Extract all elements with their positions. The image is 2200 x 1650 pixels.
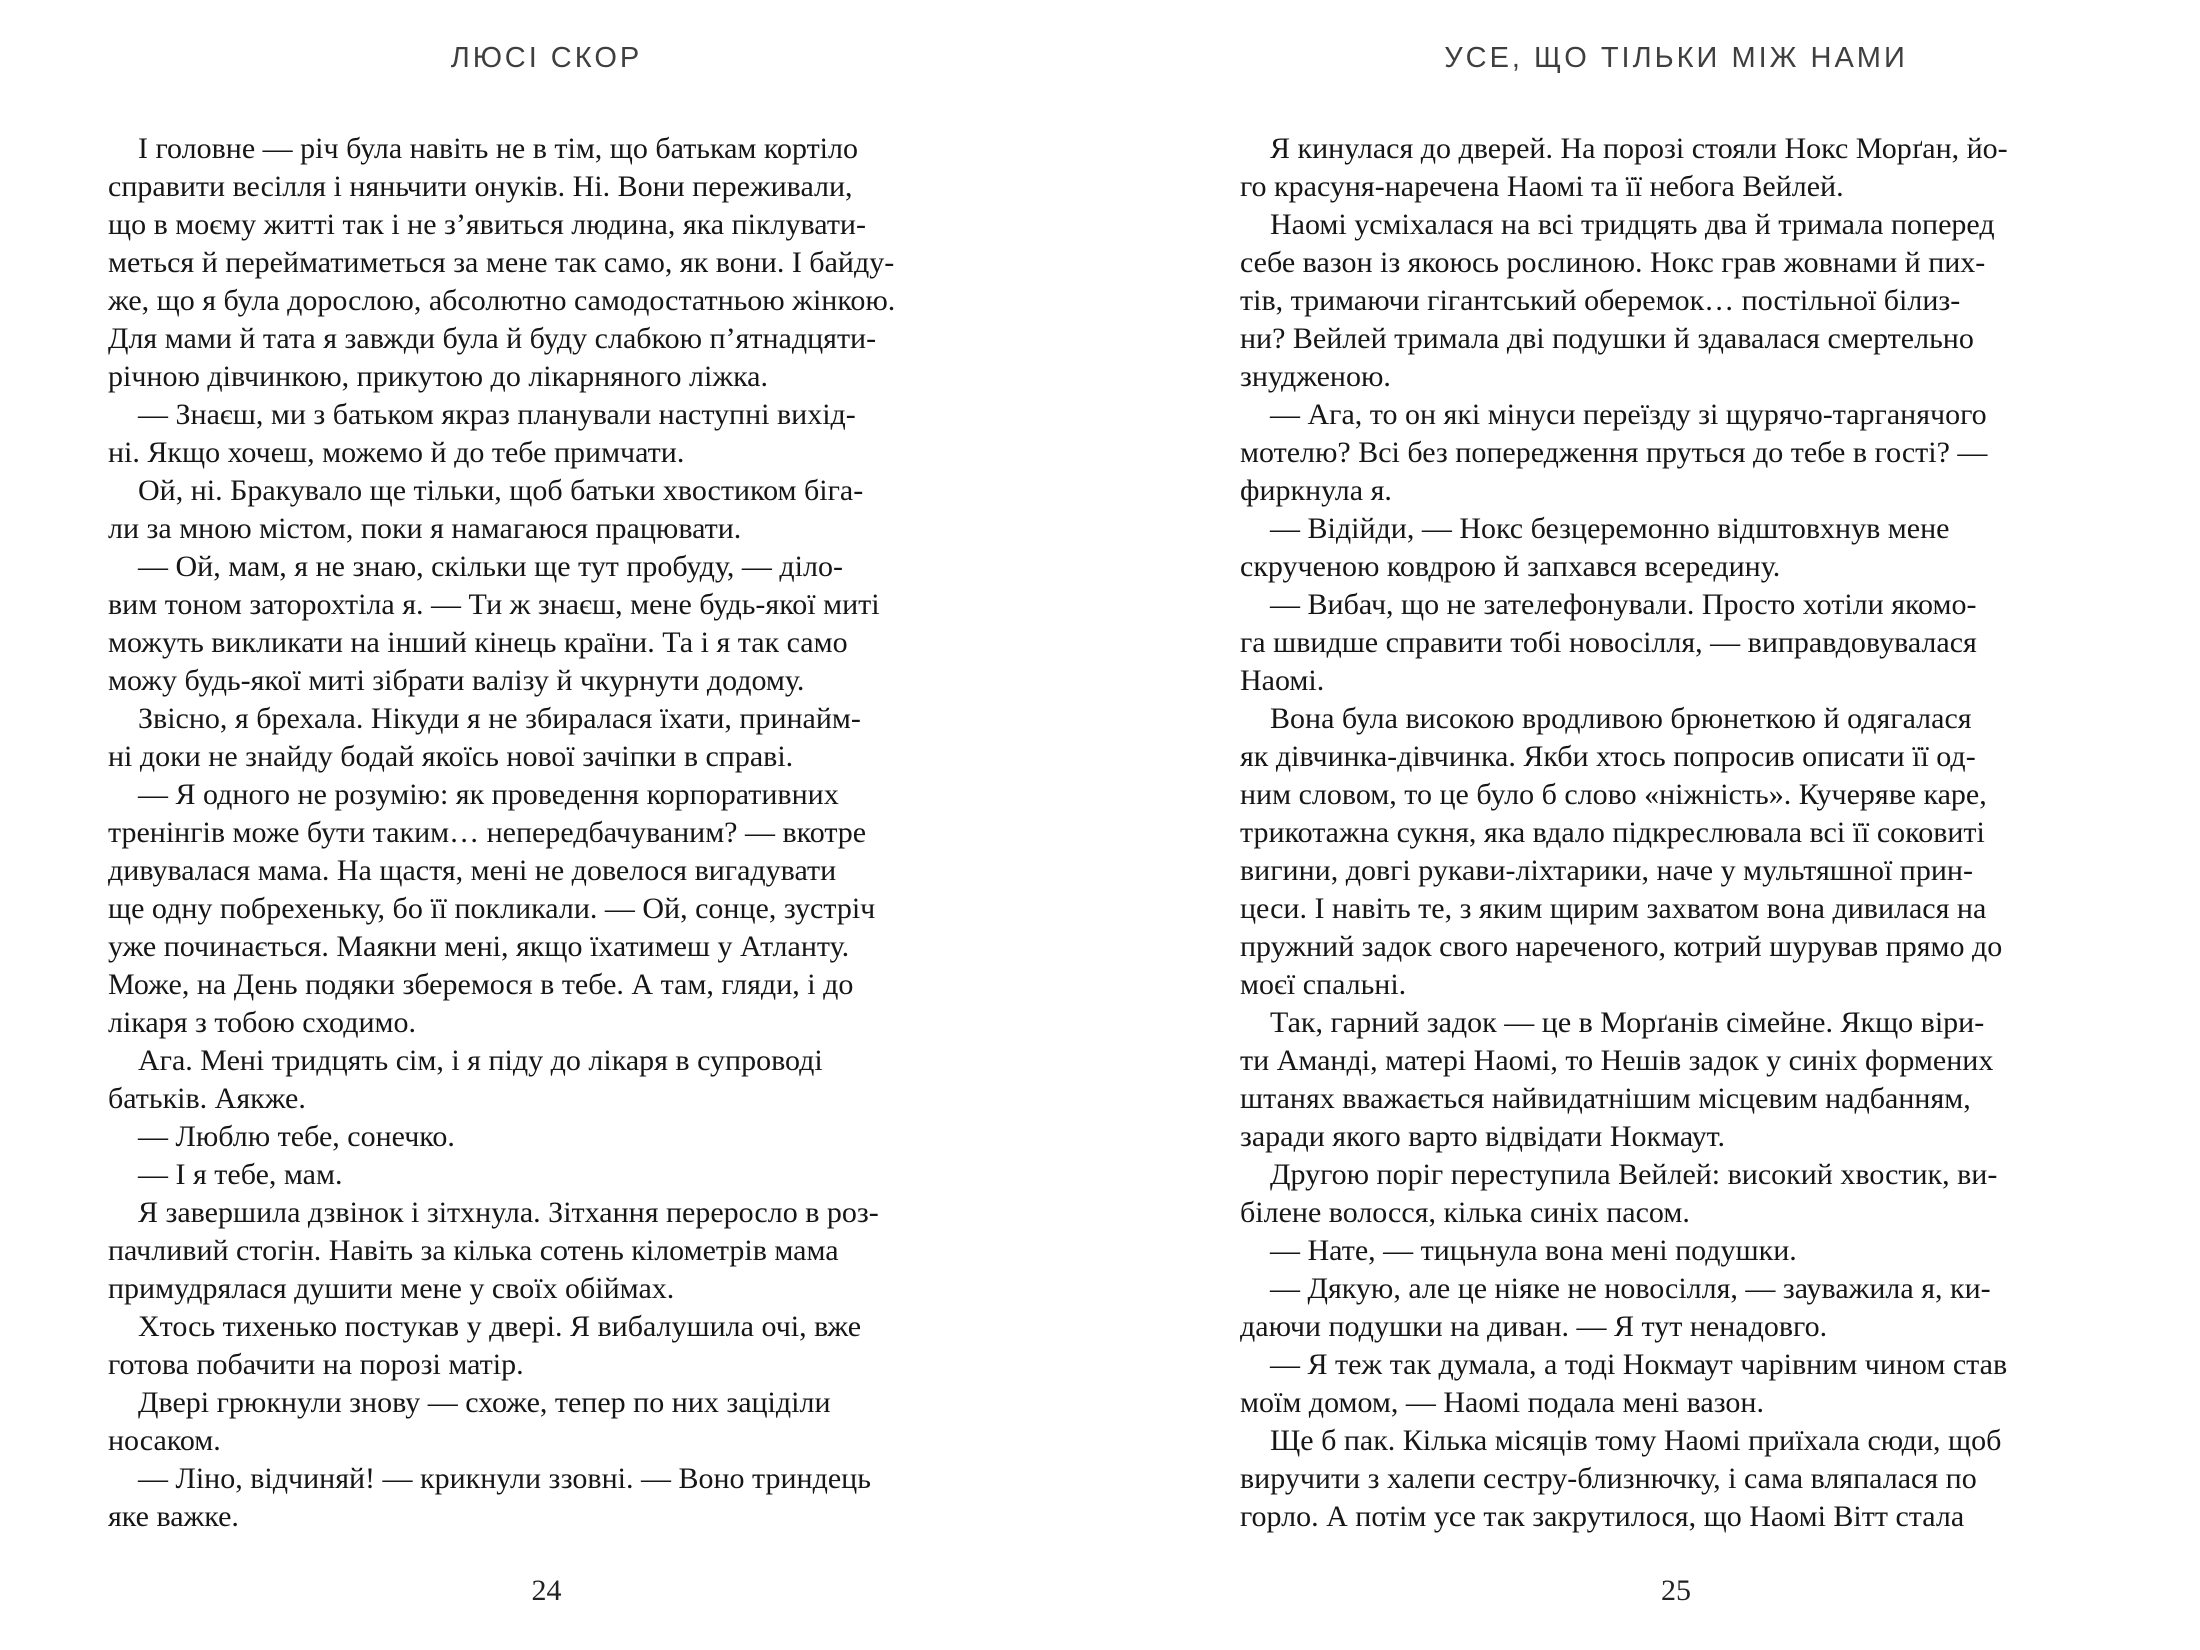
running-header-title: УСЕ, ЩО ТІЛЬКИ МІЖ НАМИ bbox=[1444, 42, 1908, 74]
text-line: тів, тримаючи гігантський оберемок… постільної білиз- bbox=[1240, 284, 1961, 317]
text-line: річною дівчинкою, прикутою до лікарняного ліжка. bbox=[108, 360, 768, 393]
paragraph bbox=[108, 1118, 985, 1156]
paragraph bbox=[108, 1194, 985, 1308]
text-line: Наомі. bbox=[1240, 664, 1325, 697]
text-line: моєї спальні. bbox=[1240, 968, 1407, 1001]
paragraph bbox=[108, 548, 985, 700]
paragraph bbox=[1240, 396, 2112, 510]
paragraph bbox=[1240, 700, 2112, 1004]
text-line: готова побачити на порозі матір. bbox=[108, 1348, 524, 1381]
text-line: ни? Вейлей тримала дві подушки й здавалася смертельно bbox=[1240, 322, 1974, 355]
text-line: виручити з халепи сестру-близнючку, і сама вляпалася по bbox=[1240, 1462, 1977, 1495]
text-line: яке важке. bbox=[108, 1500, 239, 1533]
text-line: лікаря з тобою сходимо. bbox=[108, 1006, 416, 1039]
paragraph bbox=[1240, 1346, 2112, 1422]
text-line: можу будь-якої миті зібрати валізу й чкурнути додому. bbox=[108, 664, 805, 697]
paragraph bbox=[1240, 586, 2112, 700]
text-line: Наомі усміхалася на всі тридцять два й тримала поперед bbox=[1270, 208, 1995, 241]
text-line: Двері грюкнули знову — схоже, тепер по них заціділи bbox=[138, 1386, 831, 1419]
text-line: же, що я була дорослою, абсолютно самодостатньою жінкою. bbox=[108, 284, 896, 317]
text-line: фиркнула я. bbox=[1240, 474, 1392, 507]
text-line: як дівчинка-дівчинка. Якби хтось попросив описати її од- bbox=[1240, 740, 1976, 773]
paragraph bbox=[108, 776, 985, 1042]
text-line: заради якого варто відвідати Нокмаут. bbox=[1240, 1120, 1726, 1153]
paragraph bbox=[108, 1156, 985, 1194]
text-block bbox=[108, 130, 985, 1536]
text-line: Ще б пак. Кілька місяців тому Наомі приїхала сюди, щоб bbox=[1270, 1424, 2002, 1457]
text-line: Для мами й тата я завжди була й буду слабкою п’ятнадцяти- bbox=[108, 322, 877, 355]
paragraph bbox=[1240, 510, 2112, 586]
text-line: — Я одного не розумію: як проведення корпоративних bbox=[138, 778, 839, 811]
text-line: пружний задок свого нареченого, котрий шурував прямо до bbox=[1240, 930, 2003, 963]
text-line: пачливий стогін. Навіть за кілька сотень кілометрів мама bbox=[108, 1234, 839, 1267]
text-line: горло. А потім усе так закрутилося, що Наомі Вітт стала bbox=[1240, 1500, 1965, 1533]
text-line: — Відійди, — Нокс безцеремонно відштовхнув мене bbox=[1270, 512, 1950, 545]
paragraph bbox=[108, 472, 985, 548]
text-line: батьків. Аякже. bbox=[108, 1082, 306, 1115]
text-line: можуть викликати на інший кінець країни. Та і я так само bbox=[108, 626, 848, 659]
text-line: ли за мною містом, поки я намагаюся працювати. bbox=[108, 512, 742, 545]
paragraph bbox=[1240, 1232, 2112, 1270]
paragraph bbox=[1240, 1156, 2112, 1232]
text-line: білене волосся, кілька синіх пасом. bbox=[1240, 1196, 1690, 1229]
text-block bbox=[1240, 130, 2112, 1536]
text-line: ні доки не знайду бодай якоїсь нової зачіпки в справі. bbox=[108, 740, 794, 773]
text-line: І головне — річ була навіть не в тім, що батькам кортіло bbox=[138, 132, 858, 165]
text-line: трикотажна сукня, яка вдало підкреслювала всі її соковиті bbox=[1240, 816, 1985, 849]
running-header-author: ЛЮСІ СКОР bbox=[450, 42, 643, 74]
text-line: уже починається. Маякни мені, якщо їхатимеш у Атланту. bbox=[108, 930, 850, 963]
paragraph bbox=[1240, 1422, 2112, 1536]
paragraph bbox=[108, 396, 985, 472]
text-line: Другою поріг переступила Вейлей: високий хвостик, ви- bbox=[1270, 1158, 1998, 1191]
text-line: — Люблю тебе, сонечко. bbox=[138, 1120, 455, 1153]
text-line: себе вазон із якоюсь рослиною. Нокс грав жовнами й пих- bbox=[1240, 246, 1986, 279]
text-line: скрученою ковдрою й запхався всередину. bbox=[1240, 550, 1781, 583]
text-line: Хтось тихенько постукав у двері. Я вибалушила очі, вже bbox=[138, 1310, 862, 1343]
text-line: го красуня-наречена Наомі та її небога Вейлей. bbox=[1240, 170, 1844, 203]
text-line: Я кинулася до дверей. На порозі стояли Нокс Морґан, йо- bbox=[1270, 132, 2008, 165]
text-line: — Нате, — тицьнула вона мені подушки. bbox=[1270, 1234, 1797, 1267]
text-line: — Знаєш, ми з батьком якраз планували наступні вихід- bbox=[138, 398, 856, 431]
text-line: моїм домом, — Наомі подала мені вазон. bbox=[1240, 1386, 1764, 1419]
text-line: вим тоном заторохтіла я. — Ти ж знаєш, мене будь-якої миті bbox=[108, 588, 880, 621]
page-number: 24 bbox=[531, 1574, 562, 1607]
text-line: Ой, ні. Бракувало ще тільки, щоб батьки хвостиком біга- bbox=[138, 474, 864, 507]
text-line: меться й перейматиметься за мене так само, як вони. І байду- bbox=[108, 246, 895, 279]
paragraph bbox=[108, 700, 985, 776]
text-line: Так, гарний задок — це в Морґанів сімейне. Якщо віри- bbox=[1270, 1006, 1985, 1039]
paragraph bbox=[108, 1384, 985, 1460]
text-line: Звісно, я брехала. Нікуди я не збиралася їхати, принайм- bbox=[138, 702, 861, 735]
text-line: — І я тебе, мам. bbox=[138, 1158, 343, 1191]
text-line: ним словом, то це було б слово «ніжність». Кучеряве каре, bbox=[1240, 778, 1987, 811]
text-line: примудрялася душити мене у своїх обіймах. bbox=[108, 1272, 675, 1305]
text-line: — Ліно, відчиняй! — крикнули ззовні. — Воно триндець bbox=[138, 1462, 871, 1495]
text-line: що в моєму житті так і не з’явиться людина, яка піклувати- bbox=[108, 208, 866, 241]
text-line: носаком. bbox=[108, 1424, 221, 1457]
text-line: цеси. І навіть те, з яким щирим захватом вона дивилася на bbox=[1240, 892, 1987, 925]
text-line: — Дякую, але це ніяке не новосілля, — зауважила я, ки- bbox=[1270, 1272, 1991, 1305]
text-line: даючи подушки на диван. — Я тут ненадовго. bbox=[1240, 1310, 1828, 1343]
page-right bbox=[1100, 0, 2200, 1650]
paragraph bbox=[108, 130, 985, 396]
text-line: знудженою. bbox=[1240, 360, 1391, 393]
text-line: штанях вважається найвидатнішим місцевим надбанням, bbox=[1240, 1082, 1971, 1115]
text-line: — Ой, мам, я не знаю, скільки ще тут пробуду, — діло- bbox=[138, 550, 843, 583]
text-line: мотелю? Всі без попередження пруться до тебе в гості? — bbox=[1240, 436, 1988, 469]
text-line: дивувалася мама. На щастя, мені не довелося вигадувати bbox=[108, 854, 837, 887]
paragraph bbox=[1240, 1004, 2112, 1156]
text-line: — Ага, то он які мінуси переїзду зі щурячо-тарганячого bbox=[1270, 398, 1987, 431]
text-line: Може, на День подяки зберемося в тебе. А там, гляди, і до bbox=[108, 968, 854, 1001]
text-line: вигини, довгі рукави-ліхтарики, наче у мультяшної прин- bbox=[1240, 854, 1973, 887]
paragraph bbox=[1240, 206, 2112, 396]
text-line: Ага. Мені тридцять сім, і я піду до лікаря в супроводі bbox=[138, 1044, 823, 1077]
text-line: га швидше справити тобі новосілля, — виправдовувалася bbox=[1240, 626, 1977, 659]
text-line: Я завершила дзвінок і зітхнула. Зітхання переросло в роз- bbox=[138, 1196, 879, 1229]
text-line: Вона була високою вродливою брюнеткою й одягалася bbox=[1270, 702, 1972, 735]
text-line: справити весілля і няньчити онуків. Ні. Вони переживали, bbox=[108, 170, 853, 203]
paragraph bbox=[108, 1308, 985, 1384]
paragraph bbox=[108, 1042, 985, 1118]
paragraph bbox=[108, 1460, 985, 1536]
text-line: — Я теж так думала, а тоді Нокмаут чарівним чином став bbox=[1270, 1348, 2008, 1381]
text-line: ти Аманді, матері Наомі, то Нешів задок у синіх формених bbox=[1240, 1044, 1994, 1077]
text-line: ще одну побрехеньку, бо її покликали. — Ой, сонце, зустріч bbox=[108, 892, 876, 925]
paragraph bbox=[1240, 130, 2112, 206]
text-line: тренінгів може бути таким… непередбачуваним? — вкотре bbox=[108, 816, 867, 849]
page-number: 25 bbox=[1661, 1574, 1691, 1607]
text-line: ні. Якщо хочеш, можемо й до тебе примчати. bbox=[108, 436, 685, 469]
paragraph bbox=[1240, 1270, 2112, 1346]
text-line: — Вибач, що не зателефонували. Просто хотіли якомо- bbox=[1270, 588, 1977, 621]
